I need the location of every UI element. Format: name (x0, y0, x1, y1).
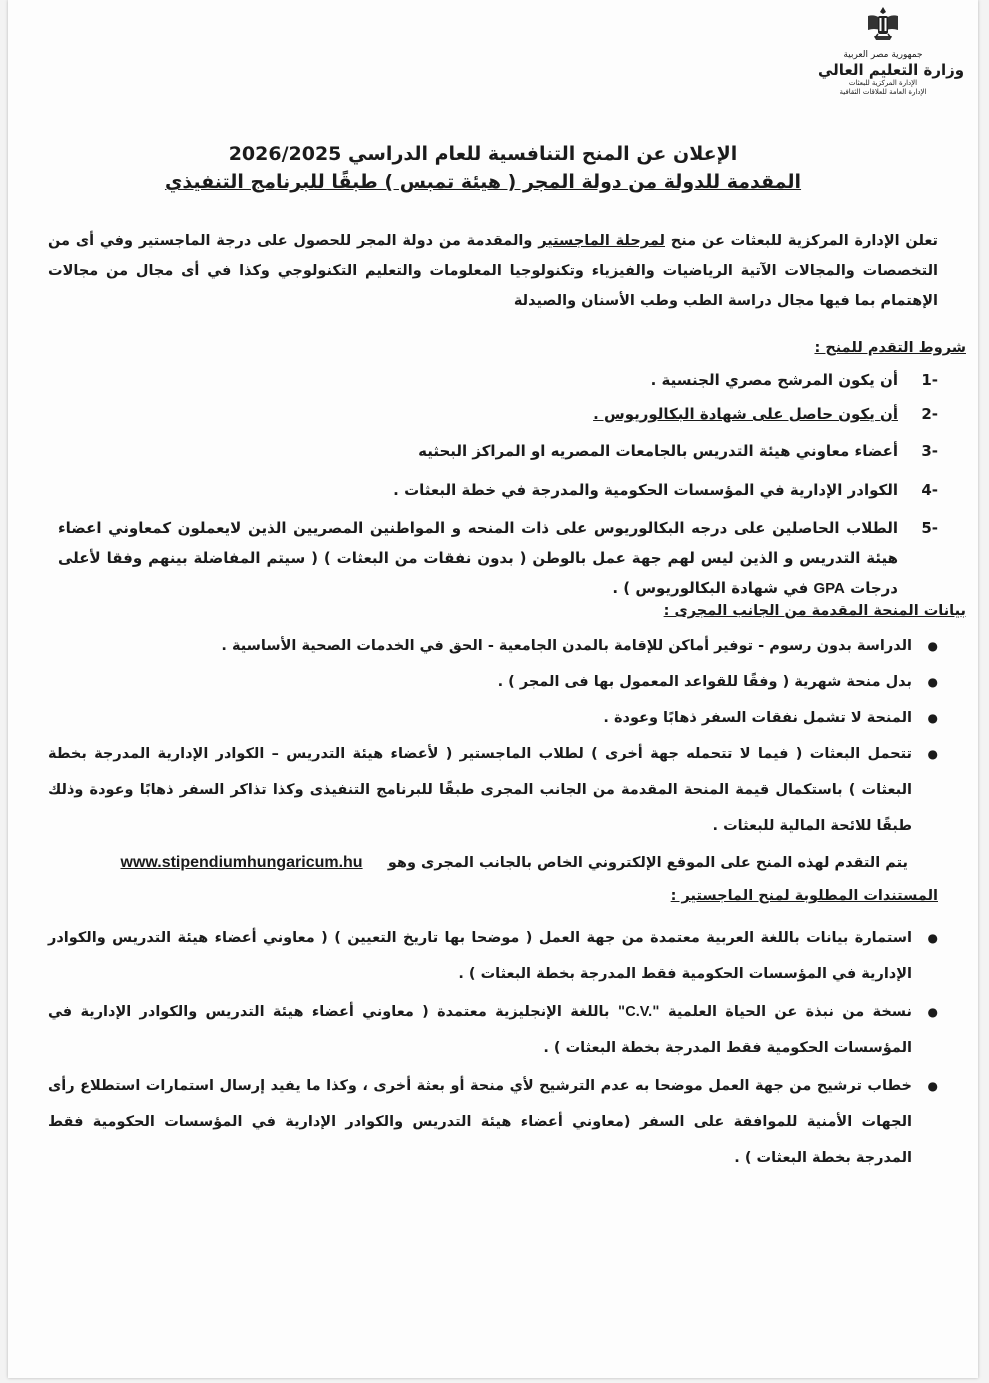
apply-text: يتم التقدم لهذه المنح على الموقع الإلكتروني الخاص بالجانب المجرى وهو (387, 855, 908, 871)
letterhead-dept-1: الإدارة المركزية للبعثات (848, 79, 918, 87)
intro-part-2: والمقدمة من دولة المجر للحصول على درجة الماجستير وفي أى من التخصصات والمجالات الآتية الرياضيات والفيزياء وتكنولوجيا المعلومات والتعليم التكنولوجي وكذا في أى مجال من مجالات الإهتمام بما فيها مجال دراسة الطب وطب الأسنان والصيدلة (48, 233, 938, 309)
bullet-icon: ● (927, 931, 938, 945)
condition-number: -4 (921, 481, 938, 499)
intro-paragraph (48, 226, 938, 316)
document-item-text: استمارة بيانات باللغة العربية معتمدة من جهة العمل ( موضحا بها تاريخ التعيين ) ( معاوني أعضاء هيئة التدريس والكوادر الإدارية في المؤسسات الحكومية فقط المدرجة بخطة البعثات ) . (48, 930, 912, 982)
document-item (48, 1068, 938, 1176)
grant-item (48, 628, 938, 664)
condition-number: -3 (921, 442, 938, 460)
document-item-text (48, 994, 912, 1066)
condition-text-part: الطلاب الحاصلين على درجه البكالوريوس على ذات المنحه و المواطنين المصريين الذين لايعملون كمعاوني اعضاء هيئة التدريس و الذين ليس لهم جهة عمل بالوطن ( بدون نفقات من البعثات ) ( سيتم المفاضلة بينهم وفقا لأعلى درجات (58, 519, 898, 597)
title-line-2: المقدمة للدولة من دولة المجر ( هيئة تمبس ) طبقًا للبرنامج التنفيذي (164, 171, 802, 193)
grant-item-text: الدراسة بدون رسوم - توفير أماكن للإقامة بالمدن الجامعية - الحق في الخدمات الصحية الأساسية . (221, 638, 912, 654)
letterhead-dept-2: الإدارة العامة للعلاقات الثقافية (839, 88, 927, 96)
document-text-part: " باللغة الإنجليزية معتمدة ( معاوني أعضاء هيئة التدريس والكوادر الإدارية في المؤسسات الحكومية فقط المدرجة بخطة البعثات ) . (48, 1004, 912, 1056)
condition-item (58, 475, 938, 505)
condition-item (58, 399, 938, 429)
eagle-emblem-icon (862, 4, 904, 46)
condition-text-part: في شهادة البكالوريوس ) . (612, 579, 809, 597)
condition-text: أن يكون حاصل على شهادة البكالوريوس . (593, 405, 898, 423)
conditions-heading: شروط التقدم للمنح : (814, 340, 966, 356)
application-website-link[interactable]: www.stipendiumhungaricum.hu (120, 854, 363, 871)
intro-highlight: لمرحلة الماجستير (538, 233, 665, 249)
bullet-icon: ● (927, 1005, 938, 1019)
condition-text: الكوادر الإدارية في المؤسسات الحكومية والمدرجة في خطة البعثات . (393, 481, 898, 499)
bullet-icon: ● (927, 747, 938, 761)
condition-text (58, 513, 898, 604)
grant-item (48, 736, 938, 844)
document-page (8, 0, 978, 1378)
intro-part-1: تعلن الإدارة المركزية للبعثات عن منح (665, 233, 938, 249)
bullet-icon: ● (927, 639, 938, 653)
document-text-part: نسخة من نبذة عن الحياة العلمية " (652, 1004, 912, 1020)
condition-text: أن يكون المرشح مصري الجنسية . (650, 371, 898, 389)
condition-item (58, 436, 938, 466)
grant-item-text: بدل منحة شهرية ( وفقًا للقواعد المعمول بها فى المجر ) . (497, 674, 912, 690)
bullet-icon: ● (927, 675, 938, 689)
condition-item (58, 365, 938, 395)
document-item-text: خطاب ترشيح من جهة العمل موضحا به عدم الترشيح لأي منحة أو بعثة أخرى ، وكذا ما يفيد إرسال استمارات استطلاع رأى الجهات الأمنية للموافقة على السفر (معاوني أعضاء هيئة التدريس والكوادر الإدارية في المؤسسات الحكومية فقط المدرجة بخطة البعثات ) . (48, 1078, 912, 1166)
letterhead (818, 4, 965, 97)
grant-item-text: المنحة لا تشمل نفقات السفر ذهابًا وعودة . (603, 710, 912, 726)
condition-number: -2 (921, 405, 938, 423)
grant-item (48, 700, 938, 736)
announcement-title (158, 140, 808, 196)
documents-heading: المستندات المطلوبة لمنح الماجستير : (670, 888, 938, 904)
condition-number: -5 (921, 519, 938, 537)
grant-item-text: تتحمل البعثات ( فيما لا تتحمله جهة أخرى ) لطلاب الماجستير ( لأعضاء هيئة التدريس – الكوادر الإدارية المدرجة بخطة البعثات ) باستكمال قيمة المنحة المقدمة من الجانب المجرى طبقًا للبرنامج التنفيذى وكذا تذاكر السفر ذهابًا وعودة وذلك طبقًا للائحة المالية للبعثات . (48, 746, 912, 834)
document-item (48, 920, 938, 992)
gpa-label: GPA (813, 580, 845, 597)
condition-number: -1 (921, 371, 938, 389)
bullet-icon: ● (927, 1079, 938, 1093)
title-line-1: الإعلان عن المنح التنافسية للعام الدراسي 2026/2025 (228, 143, 738, 165)
condition-text: أعضاء معاوني هيئة التدريس بالجامعات المصريه او المراكز البحثيه (418, 442, 898, 460)
condition-item (58, 513, 938, 604)
apply-line (18, 848, 908, 878)
letterhead-republic: جمهورية مصر العربية (843, 50, 923, 60)
bullet-icon: ● (927, 711, 938, 725)
cv-label: C.V. (625, 1004, 653, 1020)
grant-data-heading: بيانات المنحة المقدمة من الجانب المجرى : (663, 603, 966, 619)
grant-item (48, 664, 938, 700)
document-item (48, 994, 938, 1066)
letterhead-ministry: وزارة التعليم العالي (818, 61, 965, 79)
